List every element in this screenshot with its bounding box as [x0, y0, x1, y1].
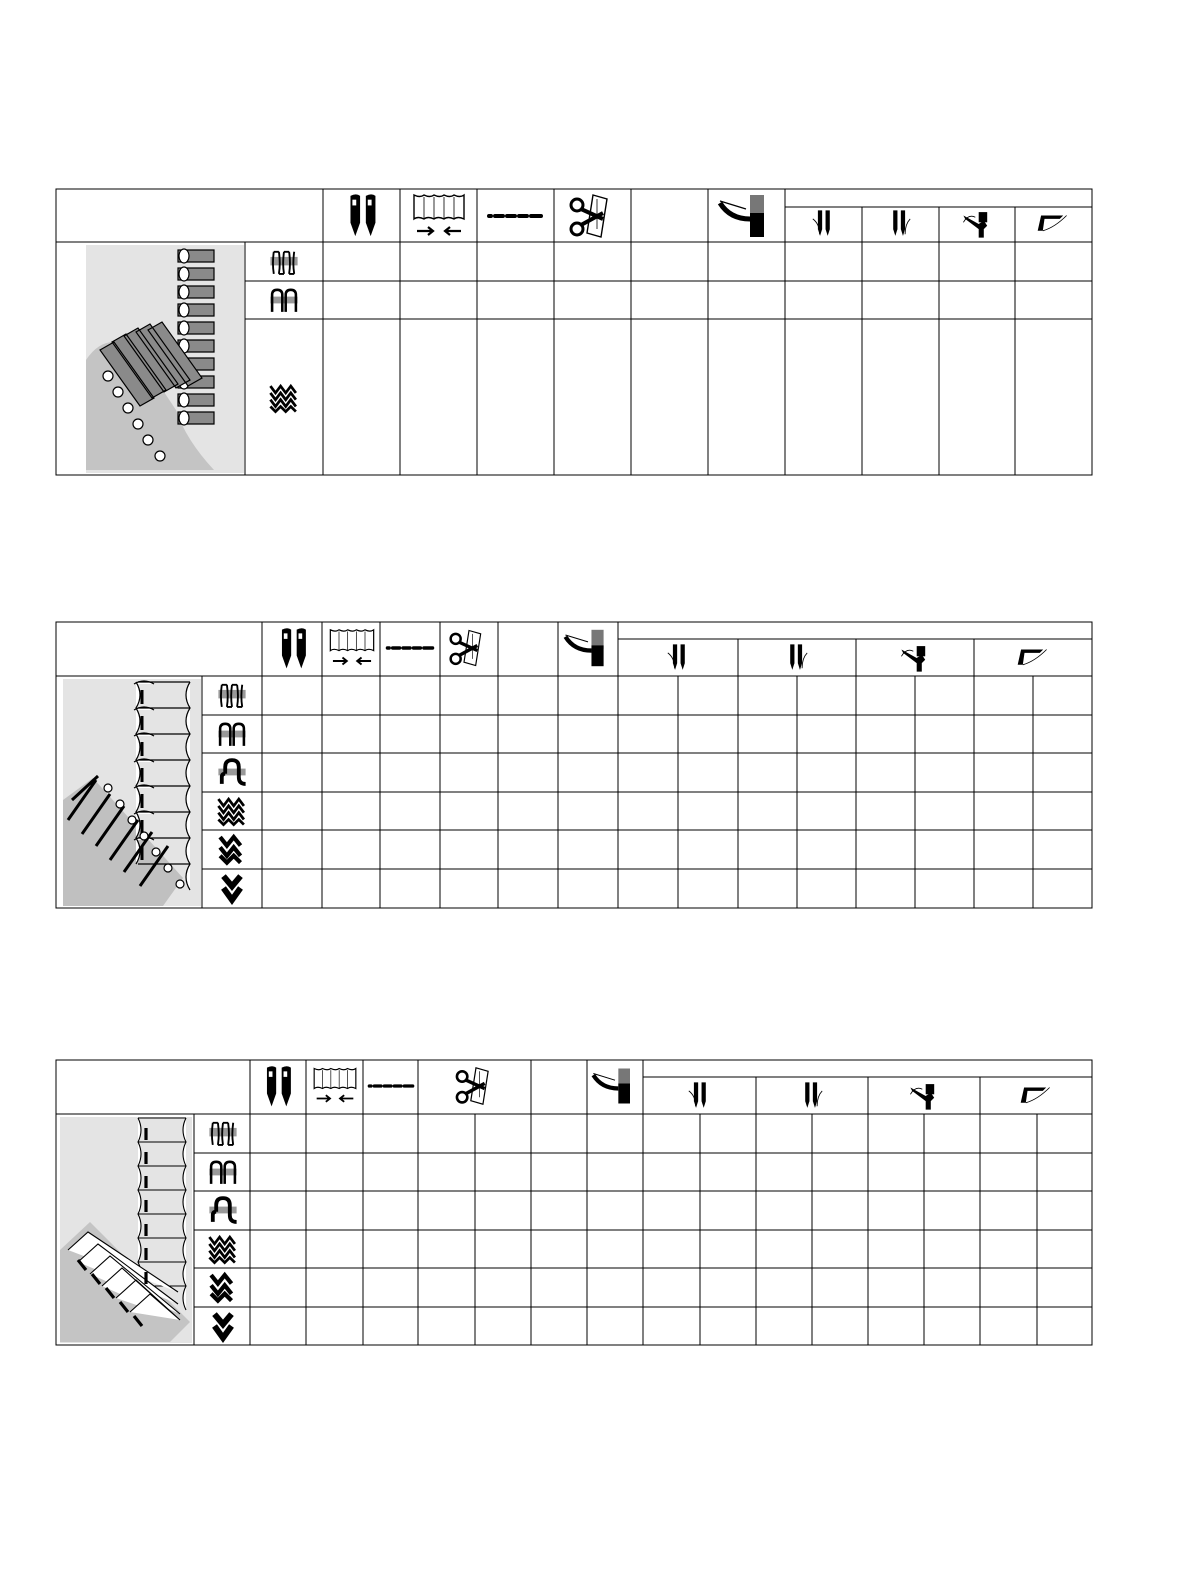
fabric-heavy-knit-icon [224, 876, 241, 900]
upper-looper-tension-icon [910, 1084, 934, 1110]
two-needles-icon [350, 194, 375, 236]
fabric-heavy-knit-icon [215, 1314, 232, 1338]
differential-feed-icon [314, 1069, 356, 1102]
fabric-light-woven-icon [218, 685, 245, 707]
cutting-width-icon [451, 631, 481, 666]
left-needle-tension-icon [668, 644, 685, 670]
upper-looper-tension-icon [963, 212, 987, 238]
three-thread-wide-overlock-illustration [63, 679, 201, 906]
fabric-heavy-woven-icon [218, 760, 245, 784]
right-needle-tension-icon [893, 210, 910, 236]
fabric-light-woven-icon [209, 1123, 236, 1145]
table-4-thread-overlock [56, 189, 1092, 475]
table-3-thread-wide [56, 622, 1092, 908]
three-thread-narrow-overlock-illustration [60, 1117, 192, 1343]
differential-feed-icon [414, 195, 464, 235]
right-needle-tension-icon [805, 1082, 822, 1108]
lower-looper-tension-icon [1038, 216, 1067, 231]
lower-looper-tension-icon [1018, 650, 1047, 665]
two-needles-icon [282, 628, 306, 668]
fabric-medium-woven-icon [218, 724, 245, 746]
differential-feed-icon [330, 630, 373, 665]
fabric-light-knit-icon [209, 1237, 235, 1263]
cutting-width-icon [457, 1068, 488, 1104]
fabric-light-woven-icon [270, 252, 297, 274]
thread-tension-icon [565, 630, 603, 666]
left-needle-tension-icon [689, 1082, 706, 1108]
thread-tension-icon [593, 1069, 630, 1104]
two-needles-icon [267, 1066, 291, 1106]
cutting-width-icon [571, 195, 607, 237]
fabric-medium-knit-icon [211, 1275, 231, 1301]
left-needle-tension-icon [813, 210, 830, 236]
fabric-medium-knit-icon [220, 837, 240, 863]
thread-tension-icon [720, 195, 764, 237]
four-thread-overlock-stitch-illustration [86, 245, 244, 473]
fabric-heavy-woven-icon [209, 1198, 236, 1222]
fabric-medium-woven-icon [270, 290, 297, 312]
fabric-light-knit-icon [218, 799, 244, 825]
fabric-light-knit-icon [270, 386, 296, 412]
lower-looper-tension-icon [1021, 1088, 1050, 1103]
table-3-thread-narrow [56, 1060, 1092, 1345]
right-needle-tension-icon [790, 644, 807, 670]
fabric-medium-woven-icon [209, 1162, 236, 1184]
upper-looper-tension-icon [901, 646, 925, 672]
